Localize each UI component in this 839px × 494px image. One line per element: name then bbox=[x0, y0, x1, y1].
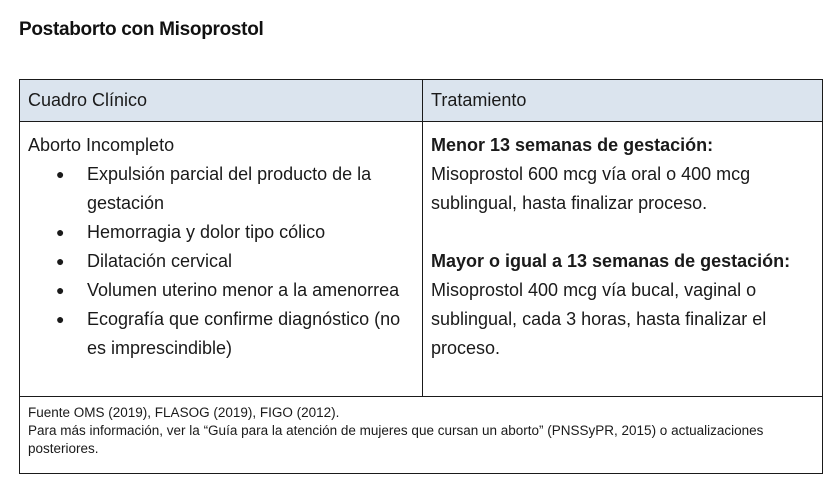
list-item bbox=[56, 160, 414, 218]
source-note: Fuente OMS (2019), FLASOG (2019), FIGO (2012). bbox=[28, 405, 340, 420]
sign-text: Dilatación cervical bbox=[87, 251, 233, 271]
table-body-row bbox=[20, 122, 822, 397]
list-item bbox=[56, 276, 414, 305]
sign-text: Expulsión parcial del producto de la gestación bbox=[87, 164, 372, 213]
treatment-table bbox=[19, 79, 823, 474]
bullet-icon: ● bbox=[56, 166, 65, 182]
treatment-heading-under-13: Menor 13 semanas de gestación: bbox=[431, 135, 714, 155]
page-title: Postaborto con Misoprostol bbox=[19, 19, 264, 40]
clinical-cell bbox=[20, 122, 423, 396]
bullet-icon: ● bbox=[56, 311, 65, 327]
more-info-note: Para más información, ver la “Guía para la atención de mujeres que cursan un aborto” (PNSSyPR, 2015) o actualizaciones posteriores. bbox=[28, 423, 764, 456]
list-item bbox=[56, 218, 414, 247]
bullet-icon: ● bbox=[56, 224, 65, 240]
table-footer bbox=[20, 397, 822, 473]
sign-text: Hemorragia y dolor tipo cólico bbox=[87, 222, 326, 242]
list-item bbox=[56, 247, 414, 276]
condition-label: Aborto Incompleto bbox=[28, 135, 175, 155]
list-item bbox=[56, 305, 414, 363]
bullet-icon: ● bbox=[56, 282, 65, 298]
header-cuadro-clinico: Cuadro Clínico bbox=[20, 80, 423, 121]
table-header-row bbox=[20, 80, 822, 122]
header-tratamiento: Tratamiento bbox=[431, 90, 527, 110]
treatment-cell bbox=[423, 122, 822, 396]
treatment-text-under-13: Misoprostol 600 mcg vía oral o 400 mcg sublingual, hasta finalizar proceso. bbox=[431, 164, 751, 213]
treatment-heading-13-plus: Mayor o igual a 13 semanas de gestación: bbox=[431, 251, 791, 271]
signs-list bbox=[28, 160, 414, 363]
sign-text: Volumen uterino menor a la amenorrea bbox=[87, 280, 400, 300]
sign-text: Ecografía que confirme diagnóstico (no es imprescindible) bbox=[87, 309, 401, 358]
bullet-icon: ● bbox=[56, 253, 65, 269]
treatment-text-13-plus: Misoprostol 400 mcg vía bucal, vaginal o sublingual, cada 3 horas, hasta finalizar el proceso. bbox=[431, 280, 767, 358]
